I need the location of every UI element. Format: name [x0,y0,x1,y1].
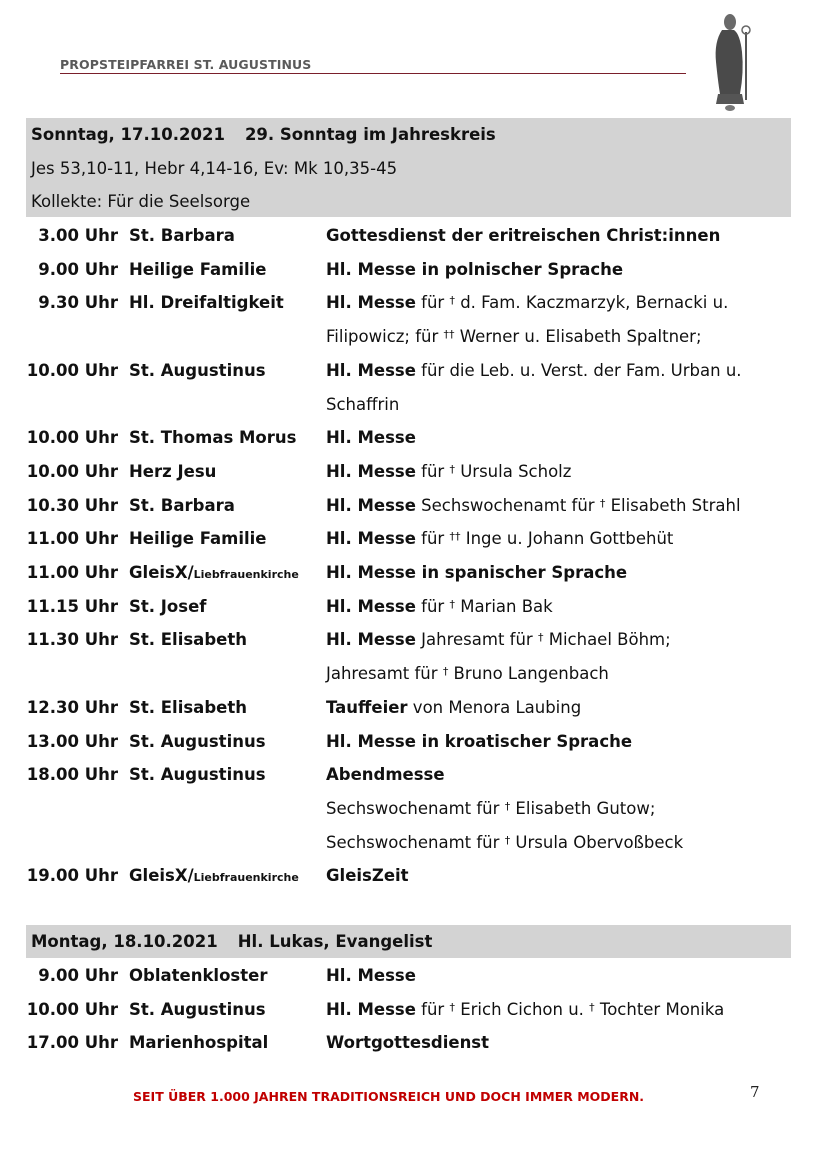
day-header-monday [26,925,791,958]
place-name: St. Augustinus [129,765,266,785]
place-name: Marienhospital [129,1033,269,1053]
service-row [0,765,827,799]
dagger-symbol: †† [443,328,455,342]
header-rule [60,73,686,74]
footer-slogan: SEIT ÜBER 1.000 JAHREN TRADITIONSREICH UND DOCH IMMER MODERN. [133,1089,645,1104]
service-intention: von Menora Laubing [407,697,582,717]
dagger-symbol: † [537,631,544,645]
place-name: Hl. Dreifaltigkeit [129,293,284,313]
day-collection: Kollekte: Für die Seelsorge [31,192,251,211]
place-name: St. Augustinus [129,999,266,1019]
service-type: GleisZeit [326,866,409,886]
service-time: 10.00 Uhr [26,428,118,448]
service-time: 13.00 Uhr [26,731,118,751]
service-type: Hl. Messe [326,428,416,448]
service-row [0,1033,827,1067]
service-intention: für †† Inge u. Johann Gottbehüt [415,529,674,549]
service-place [129,866,299,885]
day-date: Sonntag, 17.10.2021 [31,125,225,144]
day-feast: 29. Sonntag im Jahreskreis [244,125,496,144]
service-intention: für † Marian Bak [415,596,553,616]
service-description [326,966,416,985]
service-place [129,428,296,447]
service-intention: Jahresamt für † Michael Böhm; [415,630,671,650]
service-intention: Schaffrin [326,394,400,414]
service-description [326,866,409,885]
place-name: GleisX/ [129,563,194,582]
service-time: 12.30 Uhr [26,697,118,717]
service-type: Tauffeier [326,697,408,717]
service-intention: für † Erich Cichon u. † Tochter Monika [415,999,725,1019]
service-description [326,698,581,717]
dagger-symbol: † [599,496,606,510]
service-place [129,698,247,717]
service-row [0,529,827,563]
service-type: Hl. Messe [326,596,416,616]
service-time: 17.00 Uhr [26,1033,118,1053]
service-continuation [0,799,827,833]
service-row [0,226,827,260]
service-place [129,462,216,481]
service-intention: Filipowicz; für †† Werner u. Elisabeth Spaltner; [326,327,702,347]
service-place [129,1000,266,1019]
service-description [326,765,445,784]
dagger-symbol: †† [449,530,461,544]
day-readings: Jes 53,10-11, Hebr 4,14-16, Ev: Mk 10,35-45 [31,159,398,178]
dagger-symbol: † [449,294,455,308]
service-place [129,226,235,245]
service-description [326,1033,489,1052]
statue-logo-icon [704,12,760,112]
service-time: 11.30 Uhr [26,630,118,650]
service-type: Hl. Messe in polnischer Sprache [326,259,624,279]
service-type: Hl. Messe [326,461,416,481]
service-type: Gottesdienst der eritreischen Christ:innen [326,226,721,245]
service-time: 10.00 Uhr [26,461,118,481]
service-row [0,563,827,597]
service-time: 9.30 Uhr [38,293,118,313]
parish-title: PROPSTEIPFARREI ST. AUGUSTINUS [60,57,312,72]
service-row [0,732,827,766]
service-intention: Sechswochenamt für † Elisabeth Gutow; [326,798,656,818]
dagger-symbol: † [449,597,455,611]
service-place [129,293,284,312]
service-row [0,462,827,496]
service-description [326,226,720,245]
service-row [0,698,827,732]
dagger-symbol: † [504,833,511,847]
dagger-symbol: † [442,665,449,679]
service-place [129,563,299,582]
service-place [129,966,267,985]
service-type: Hl. Messe [326,495,416,515]
place-name: Herz Jesu [129,461,217,481]
place-name: Heilige Familie [129,529,267,549]
day-feast: Hl. Lukas, Evangelist [237,932,433,951]
service-place [129,361,266,380]
service-time: 10.00 Uhr [26,999,118,1019]
service-type: Hl. Messe [326,630,416,650]
service-place [129,732,266,751]
service-description [326,260,623,279]
service-continuation [0,664,827,698]
service-time: 3.00 Uhr [38,226,118,245]
service-place [129,597,206,616]
place-name: St. Augustinus [129,360,266,380]
service-type: Hl. Messe [326,360,416,380]
service-row [0,293,827,327]
service-row [0,630,827,664]
dagger-symbol: † [449,462,455,476]
place-name: St. Thomas Morus [129,428,297,448]
service-intention: Sechswochenamt für † Elisabeth Strahl [415,495,741,515]
service-time: 11.00 Uhr [26,563,118,582]
service-intention: für † Ursula Scholz [415,461,572,481]
day-header-sunday [26,118,791,217]
service-description [326,293,728,312]
place-name: St. Elisabeth [129,697,247,717]
service-description [326,1000,724,1019]
service-row [0,966,827,1000]
place-sub: Liebfrauenkirche [193,568,299,581]
service-continuation [0,833,827,867]
dagger-symbol: † [449,1000,455,1014]
service-time: 19.00 Uhr [26,866,118,886]
service-time: 10.00 Uhr [26,360,118,380]
service-type: Hl. Messe [326,293,416,313]
service-time: 9.00 Uhr [38,966,118,985]
service-place [129,496,235,515]
service-type: Hl. Messe [326,999,416,1019]
place-name: GleisX/ [129,866,194,886]
place-sub: Liebfrauenkirche [193,871,299,885]
service-row [0,597,827,631]
service-description [326,529,673,548]
service-place [129,1033,268,1052]
service-description [326,563,627,582]
service-description [326,361,742,380]
service-intention: Jahresamt für † Bruno Langenbach [326,664,609,684]
service-continuation [0,395,827,429]
place-name: St. Josef [129,596,207,616]
service-time: 11.00 Uhr [26,529,118,549]
service-type: Hl. Messe in spanischer Sprache [326,563,628,582]
service-type: Hl. Messe [326,529,416,549]
service-row [0,866,827,900]
service-row [0,428,827,462]
service-row [0,361,827,395]
service-type: Hl. Messe in kroatischer Sprache [326,731,633,751]
service-intention: für † d. Fam. Kaczmarzyk, Bernacki u. [415,293,729,313]
day-date: Montag, 18.10.2021 [31,932,218,951]
service-intention: Sechswochenamt für † Ursula Obervoßbeck [326,832,684,852]
service-continuation [0,327,827,361]
service-description [326,597,553,616]
service-time: 9.00 Uhr [38,259,118,279]
service-row [0,1000,827,1034]
service-place [129,630,247,649]
service-type: Wortgottesdienst [326,1033,490,1053]
service-place [129,529,267,548]
service-time: 18.00 Uhr [26,765,118,785]
service-description [326,496,741,515]
place-name: St. Barbara [129,226,235,245]
service-place [129,260,267,279]
dagger-symbol: † [589,1000,595,1014]
service-time: 11.15 Uhr [26,596,118,616]
service-description [326,462,571,481]
service-row [0,496,827,530]
dagger-symbol: † [504,799,511,813]
service-type: Hl. Messe [326,966,416,985]
place-name: Heilige Familie [129,259,267,279]
page-number: 7 [750,1083,760,1101]
service-intention: für die Leb. u. Verst. der Fam. Urban u. [415,360,742,380]
place-name: Oblatenkloster [129,966,268,985]
service-description [326,428,416,447]
place-name: St. Elisabeth [129,630,247,650]
place-name: St. Barbara [129,495,235,515]
service-type: Abendmesse [326,765,445,785]
service-row [0,260,827,294]
service-description [326,630,671,649]
service-time: 10.30 Uhr [26,495,118,515]
place-name: St. Augustinus [129,731,266,751]
service-place [129,765,266,784]
service-description [326,732,632,751]
